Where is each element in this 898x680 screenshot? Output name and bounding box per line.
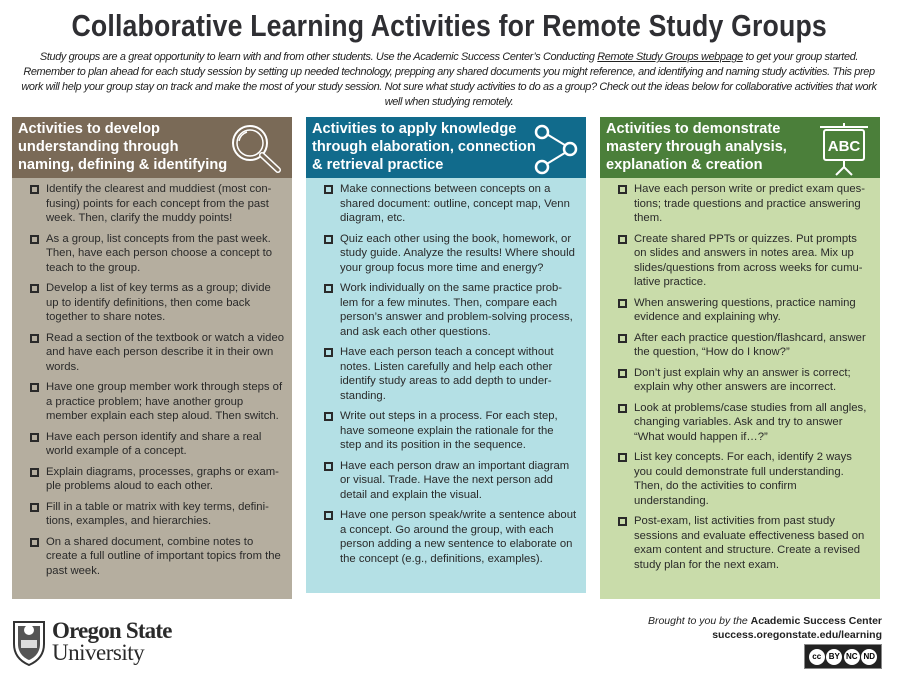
- activity-text: As a group, list concepts from the past week. Then, have each person choose a concept to teach to the group.: [46, 232, 273, 274]
- credit-org: Academic Success Center: [750, 615, 882, 627]
- checkbox-icon[interactable]: [30, 383, 39, 392]
- nd-icon: ND: [861, 649, 877, 665]
- checkbox-icon[interactable]: [618, 299, 627, 308]
- activity-text: List key concepts. For each, identify 2 ways you could demonstrate full understanding. Then, do the activities to confirm understanding.: [634, 451, 852, 507]
- icon-text: ABC: [827, 138, 861, 155]
- activity-item: [324, 182, 578, 226]
- activity-text: Have one person speak/write a sentence about a concept. Go around the group, with each person adding a new sentence to elaborate on the concept (e.g., definitions, examples).: [340, 509, 577, 565]
- checkbox-icon[interactable]: [324, 462, 333, 471]
- activity-item: [30, 380, 284, 424]
- activity-text: Identify the clearest and muddiest (most con-fusing) points for each concept from the past week. Then, clarify the muddy points!: [46, 183, 272, 224]
- credit: [648, 614, 882, 642]
- column-header: [12, 117, 292, 178]
- credit-prefix: Brought to you by the: [647, 615, 751, 627]
- activity-text: Quiz each other using the book, homework, or study guide. Analyze the results! Where should your group focus more time and energy?: [340, 232, 575, 274]
- column-heading: Activities to demonstrate mastery through analysis, explanation & creation: [606, 121, 787, 173]
- activity-text: Work individually on the same practice prob-lem for a few minutes. Then, compare each person’s answer and problem-solving process, and ask each other questions.: [340, 282, 573, 338]
- activity-text: Explain diagrams, processes, graphs or exam-ple problems aloud to each other.: [46, 465, 279, 492]
- checkbox-icon[interactable]: [618, 453, 627, 462]
- checkbox-icon[interactable]: [618, 185, 627, 194]
- activity-text: Develop a list of key terms as a group; divide up to identify definitions, then come back together to share notes.: [46, 282, 271, 323]
- checkbox-icon[interactable]: [324, 185, 333, 194]
- activity-item: [618, 331, 872, 360]
- activity-text: Have each person identify and share a real world example of a concept.: [46, 430, 262, 457]
- column-header: [600, 117, 880, 178]
- activity-text: Have each person draw an important diagram or visual. Trade. Have the next person add detail and explain the visual.: [340, 459, 570, 501]
- activity-item: [618, 232, 872, 290]
- activity-item: [324, 345, 578, 403]
- column-understanding: [12, 117, 292, 599]
- activity-item: [30, 281, 284, 325]
- activity-list: [306, 178, 586, 593]
- column-heading: Activities to develop understanding through naming, defining & identifying: [18, 121, 228, 173]
- logo-line1: Oregon State: [52, 618, 172, 643]
- activity-item: [30, 331, 284, 375]
- activity-text: After each practice question/flashcard, answer the question, “How do I know?”: [634, 331, 866, 358]
- checkbox-icon[interactable]: [324, 412, 333, 421]
- activity-text: Have each person teach a concept without notes. Listen carefully and help each other identify study areas to add depth to under-standing.: [340, 346, 554, 402]
- activity-item: [30, 465, 284, 494]
- osu-logo: [12, 618, 172, 666]
- checkbox-icon[interactable]: [30, 468, 39, 477]
- intro-text: Study groups are a great opportunity to learn with and from other students. Use the Academic Success Center’s Conducting: [39, 51, 598, 63]
- activity-text: Create shared PPTs or quizzes. Put prompts on slides and answers in notes area. Mix up slides/questions from across weeks for cumu-lative practice.: [634, 232, 863, 288]
- column-mastery: [600, 117, 880, 599]
- checkbox-icon[interactable]: [30, 284, 39, 293]
- checkbox-icon[interactable]: [30, 538, 39, 547]
- activity-text: When answering questions, practice naming evidence and explaining why.: [634, 296, 856, 323]
- activity-item: [30, 182, 284, 226]
- activity-text: Read a section of the textbook or watch a video and have each person describe it in their own words.: [46, 331, 285, 373]
- page-title: [0, 8, 898, 44]
- nc-icon: NC: [844, 649, 860, 665]
- checkbox-icon[interactable]: [618, 404, 627, 413]
- activity-list: [600, 178, 880, 599]
- activity-item: [618, 450, 872, 508]
- checkbox-icon[interactable]: [324, 284, 333, 293]
- activity-item: [618, 182, 872, 226]
- activity-item: [324, 232, 578, 276]
- activity-text: Don’t just explain why an answer is correct; explain why other answers are incorrect.: [634, 366, 851, 393]
- magnifying-glass-icon: [228, 121, 284, 175]
- credit-url[interactable]: success.oregonstate.edu/learning: [712, 629, 882, 641]
- activity-text: Fill in a table or matrix with key terms, defini-tions, examples, and hierarchies.: [46, 500, 269, 527]
- activity-item: [324, 508, 578, 566]
- cc-license-badge: [804, 644, 882, 669]
- intro-text-cont: to get your group started. Remember to plan ahead for each study session by setting up needed technology, prepping any shared documents you might reference, and identifying and naming study activities. This prep work will help your group stay on track and make the most of your study session. Not sure what study activities to do as a group? Check out the ideas below for collaborative activities that work well when studying remotely.: [21, 51, 877, 108]
- activity-item: [618, 514, 872, 572]
- activity-item: [618, 366, 872, 395]
- logo-line2: University: [52, 640, 145, 665]
- checkbox-icon[interactable]: [30, 185, 39, 194]
- activity-item: [324, 281, 578, 339]
- activity-text: Make connections between concepts on a shared document: outline, concept map, Venn diagram, etc.: [340, 183, 570, 224]
- activity-item: [30, 535, 284, 579]
- remote-study-groups-link[interactable]: Remote Study Groups webpage: [597, 51, 743, 63]
- activity-text: On a shared document, combine notes to create a full outline of important topics from the past week.: [46, 535, 281, 577]
- cc-icon: cc: [809, 649, 825, 665]
- activity-text: Have one group member work through steps of a practice problem; have another group member explain each step aloud. Then switch.: [46, 381, 283, 422]
- by-icon: BY: [826, 649, 842, 665]
- activity-item: [324, 409, 578, 453]
- presentation-board-icon: [816, 121, 872, 177]
- activity-list: [12, 178, 292, 599]
- osu-seal-icon: [12, 618, 46, 666]
- activity-item: [30, 500, 284, 529]
- connection-nodes-icon: [532, 123, 582, 175]
- column-header: [306, 117, 586, 178]
- checkbox-icon[interactable]: [324, 348, 333, 357]
- checkbox-icon[interactable]: [30, 334, 39, 343]
- intro-paragraph: [14, 50, 884, 110]
- checkbox-icon[interactable]: [618, 334, 627, 343]
- checkbox-icon[interactable]: [324, 511, 333, 520]
- checkbox-icon[interactable]: [30, 235, 39, 244]
- title-text: Collaborative Learning Activities for Remote Study Groups: [71, 8, 827, 43]
- checkbox-icon[interactable]: [30, 503, 39, 512]
- activity-item: [324, 459, 578, 503]
- checkbox-icon[interactable]: [618, 517, 627, 526]
- checkbox-icon[interactable]: [618, 369, 627, 378]
- activity-item: [618, 401, 872, 445]
- activity-text: Write out steps in a process. For each step, have someone explain the rationale for the step and its position in the sequence.: [340, 410, 558, 451]
- activity-text: Have each person write or predict exam ques-tions; trade questions and practice answering them.: [634, 183, 866, 224]
- activity-item: [30, 430, 284, 459]
- checkbox-icon[interactable]: [30, 433, 39, 442]
- column-heading: Activities to apply knowledge through elaboration, connection & retrieval practice: [312, 121, 536, 173]
- activity-text: Look at problems/case studies from all angles, changing variables. Ask and try to answer “What would happen if…?”: [634, 401, 867, 443]
- checkbox-icon[interactable]: [618, 235, 627, 244]
- activity-item: [30, 232, 284, 276]
- column-apply: [306, 117, 586, 593]
- checkbox-icon[interactable]: [324, 235, 333, 244]
- activity-item: [618, 296, 872, 325]
- activity-text: Post-exam, list activities from past study sessions and evaluate effectiveness based on exam content and structure. Create a revised study plan for the next exam.: [634, 515, 865, 571]
